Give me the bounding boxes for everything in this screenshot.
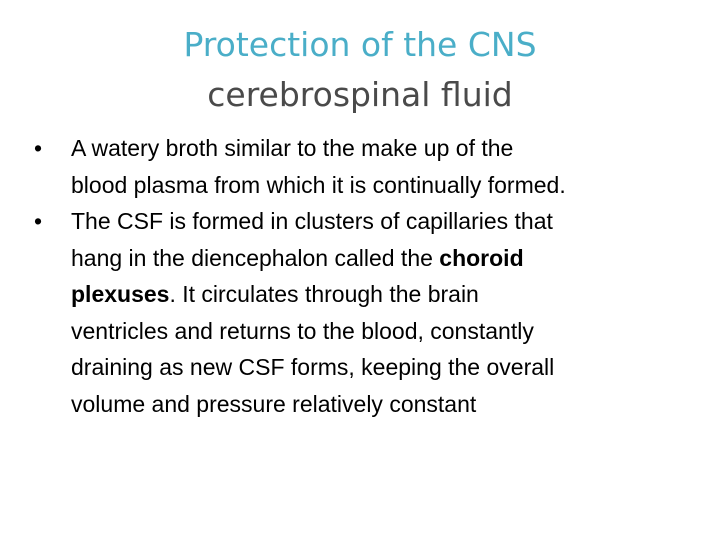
bullet-text-line: A watery broth similar to the make up of the [71, 135, 514, 161]
bold-term-plexuses: plexuses [71, 281, 170, 307]
title-line-primary: Protection of the CNS [183, 25, 537, 64]
bullet-item-csf-formation [34, 203, 674, 422]
slide-title [0, 20, 720, 120]
title-line-secondary: cerebrospinal fluid [207, 75, 513, 114]
bullet-text-line: volume and pressure relatively constant [71, 390, 477, 417]
bullet-list [34, 130, 674, 422]
bullet-text-line: blood plasma from which it is continually formed. [71, 171, 566, 198]
bullet-text-segment: hang in the diencephalon called the [71, 244, 440, 271]
bullet-marker: • [34, 135, 43, 161]
bullet-text-line: draining as new CSF forms, keeping the overall [71, 354, 555, 380]
bullet-text-line [71, 240, 674, 277]
bullet-marker: • [34, 208, 43, 234]
bullet-item-csf-definition [34, 130, 674, 203]
bullet-text-line: The CSF is formed in clusters of capillaries that [71, 208, 553, 234]
bullet-text-line [71, 276, 674, 313]
bullet-text-segment: . It circulates through the brain [169, 281, 479, 307]
bullet-text-line: ventricles and returns to the blood, constantly [71, 317, 534, 344]
bold-term-choroid: choroid [439, 244, 524, 271]
